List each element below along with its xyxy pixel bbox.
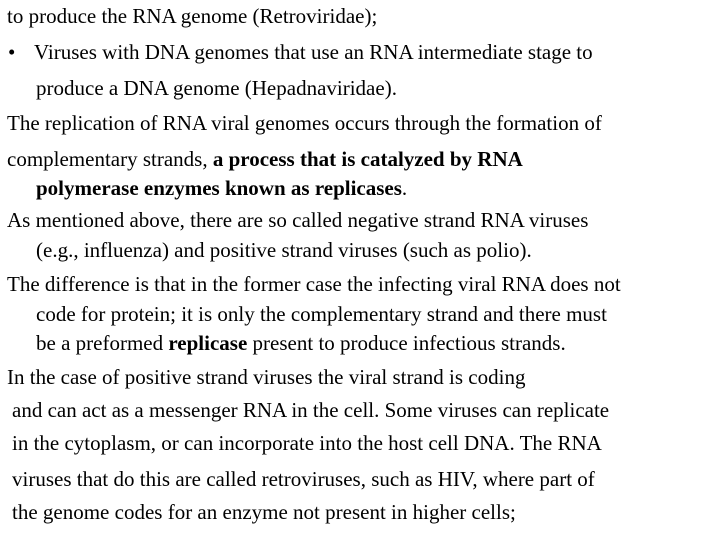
text-line: [36, 304, 607, 325]
bullet-icon: •: [8, 40, 16, 64]
text-line: [7, 6, 377, 27]
text-segment: As mentioned above, there are so called negative strand RNA viruses: [7, 208, 589, 232]
text-segment: The replication of RNA viral genomes occurs through the formation of: [7, 111, 602, 135]
text-segment: the genome codes for an enzyme not present in higher cells;: [12, 500, 516, 524]
text-segment: (e.g., influenza) and positive strand viruses (such as polio).: [36, 238, 532, 262]
text-segment: produce a DNA genome (Hepadnaviridae).: [36, 76, 397, 100]
bullet-item: [8, 42, 593, 63]
text-line: [36, 240, 532, 261]
text-line: [7, 274, 621, 295]
text-segment: complementary strands,: [7, 147, 213, 171]
bold-text-segment: polymerase enzymes known as replicases: [36, 176, 402, 200]
text-line: [12, 400, 609, 421]
text-line: [12, 502, 516, 523]
text-line: [7, 113, 602, 134]
text-segment: code for protein; it is only the complementary strand and there must: [36, 302, 607, 326]
text-segment: to produce the RNA genome (Retroviridae);: [7, 4, 378, 28]
text-segment: and can act as a messenger RNA in the cell. Some viruses can replicate: [12, 398, 610, 422]
text-segment: In the case of positive strand viruses the viral strand is coding: [7, 365, 526, 389]
text-segment: viruses that do this are called retroviruses, such as HIV, where part of: [12, 467, 595, 491]
text-segment: present to produce infectious strands.: [247, 331, 566, 355]
text-segment: be a preformed: [36, 331, 169, 355]
text-line: [12, 469, 595, 490]
text-line: [36, 178, 407, 199]
text-line: [36, 78, 397, 99]
text-line: [7, 367, 525, 388]
bold-text-segment: a process that is catalyzed by RNA: [212, 147, 523, 171]
text-line: [7, 210, 588, 231]
text-line: [12, 433, 602, 454]
text-segment: The difference is that in the former case the infecting viral RNA does not: [7, 272, 621, 296]
text-line: [36, 333, 566, 354]
text-segment: in the cytoplasm, or can incorporate into the host cell DNA. The RNA: [12, 431, 602, 455]
text-line: [7, 149, 523, 170]
bold-text-segment: replicase: [168, 331, 248, 355]
text-segment: Viruses with DNA genomes that use an RNA intermediate stage to: [34, 40, 593, 64]
text-segment: .: [401, 176, 408, 200]
